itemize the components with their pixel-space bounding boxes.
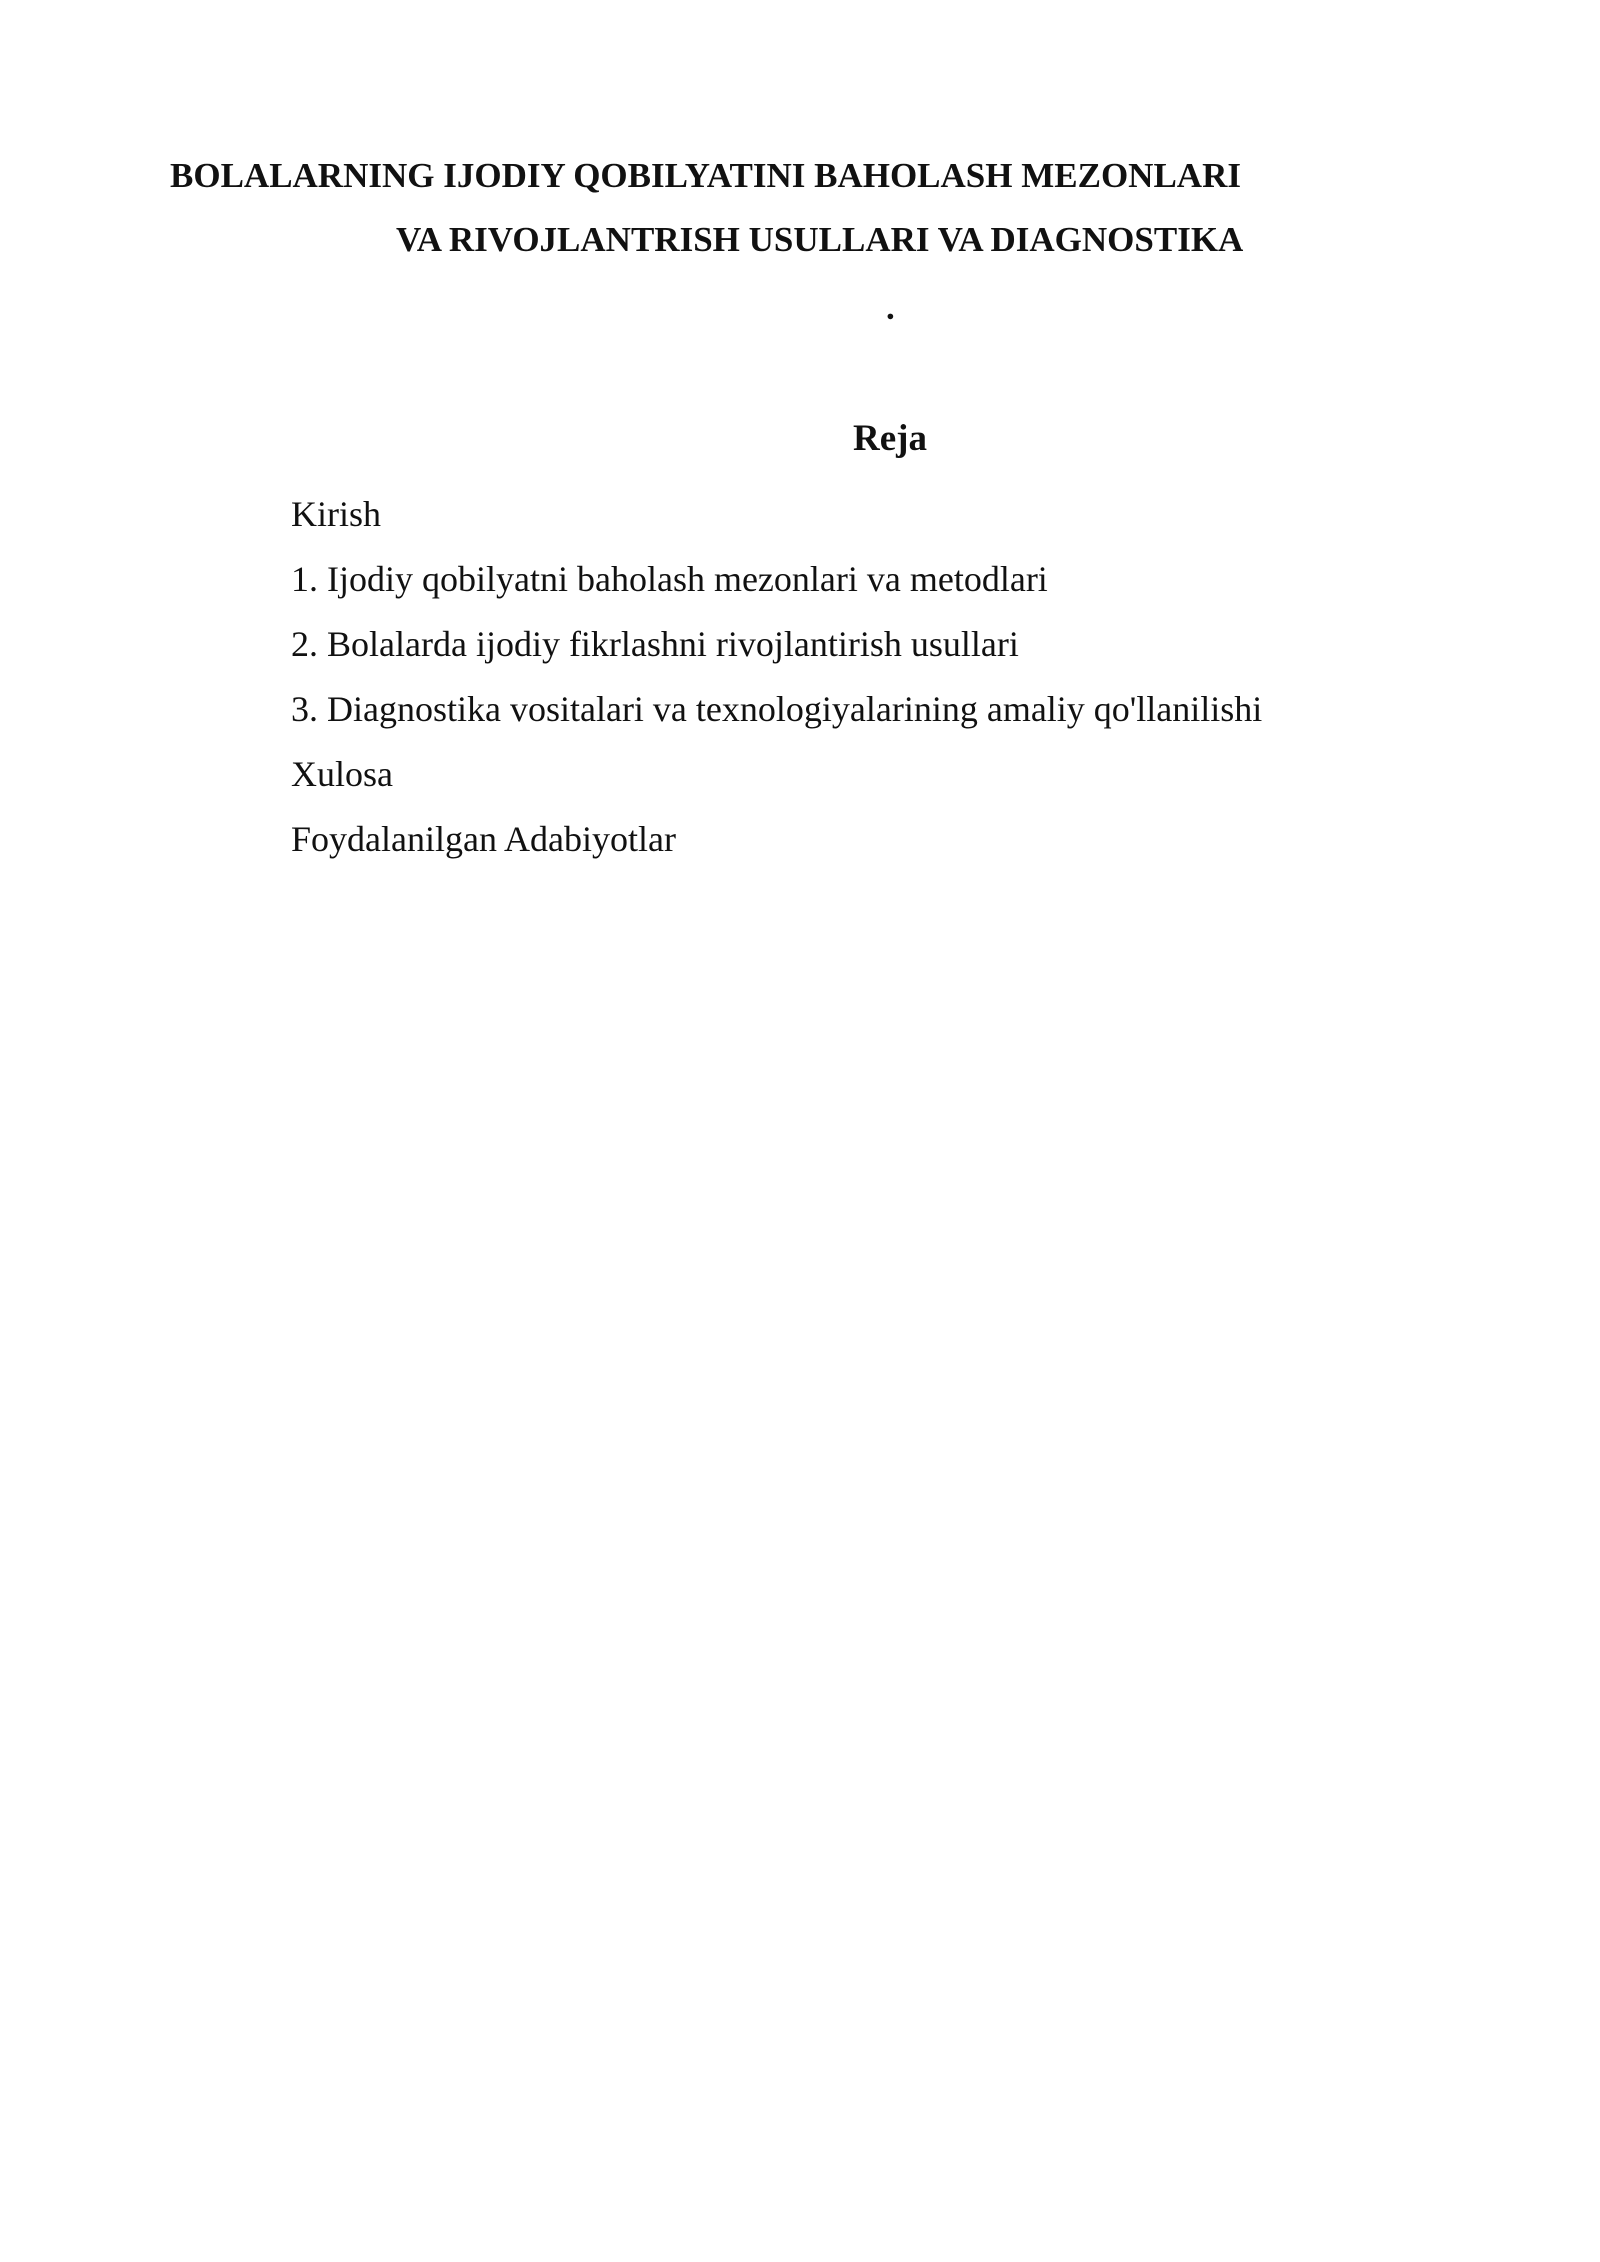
title-dot: . — [886, 288, 895, 327]
plan-heading: Reja — [853, 418, 927, 459]
document-title-line-1: BOLALARNING IJODIY QOBILYATINI BAHOLASH MEZONLARI — [170, 156, 1241, 195]
plan-item-intro: Kirish — [291, 494, 381, 534]
plan-item-3: 3. Diagnostika vositalari va texnologiyalarining amaliy qo'llanilishi — [291, 689, 1263, 729]
plan-item-2: 2. Bolalarda ijodiy fikrlashni rivojlantirish usullari — [291, 624, 1019, 664]
plan-item-references: Foydalanilgan Adabiyotlar — [291, 819, 676, 859]
plan-item-conclusion: Xulosa — [291, 754, 393, 794]
plan-list — [291, 482, 1491, 872]
document-title-line-2: VA RIVOJLANTRISH USULLARI VA DIAGNOSTIKA — [396, 220, 1244, 259]
plan-item-1: 1. Ijodiy qobilyatni baholash mezonlari va metodlari — [291, 559, 1048, 599]
